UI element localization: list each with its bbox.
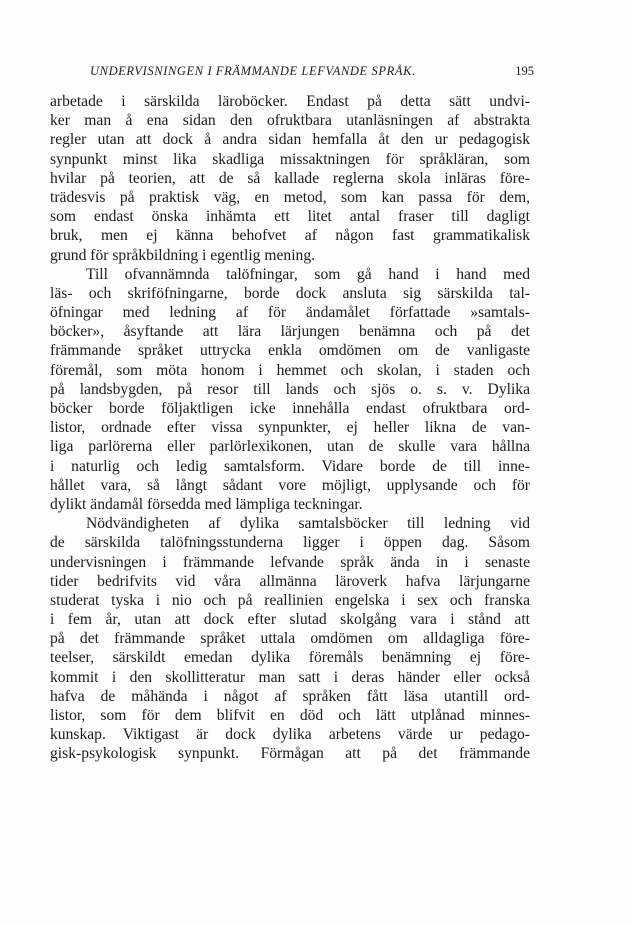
text-line: kunskap. Viktigast är dock dylika arbetens värde ur pedago- [50, 726, 530, 744]
text-line: bruk, men ej känna behofvet af någon fast grammatikalisk [50, 227, 530, 245]
text-line: hållet vara, så långt sådant vore möjligt, upplysande och för [50, 476, 530, 494]
text-line: på det främmande språket uttala omdömen om alldagliga före- [50, 630, 530, 648]
text-line: böcker borde följaktligen icke innehålla endast ofruktbara ord- [50, 400, 530, 417]
text-line: Till ofvannämnda talöfningar, som gå hand i hand med [86, 265, 530, 283]
text-line: listor, som för dem blifvit en död och lätt utplånad minnes- [50, 707, 530, 724]
page-number: 195 [515, 64, 534, 78]
text-line: öfningar med ledning af för ändamålet författade »samtals- [50, 304, 530, 322]
text-line: hafva de måhända i något af språken fått läsa utantill ord- [50, 687, 530, 705]
text-line: regler utan att dock å andra sidan hemfalla åt den ur pedagogisk [50, 131, 530, 149]
text-line: Nödvändigheten af dylika samtalsböcker till ledning vid [86, 515, 530, 533]
text-line: undervisningen i främmande lefvande språk ända in i senaste [50, 553, 530, 571]
text-line: liga parlörerna eller parlörlexikonen, utan de skulle vara hållna [50, 438, 530, 456]
text-line: ker man å ena sidan den ofruktbara utanläsningen af abstrakta [50, 112, 530, 130]
text-line: läs- och skriföfningarne, borde dock ansluta sig särskilda tal- [50, 284, 530, 302]
text-line: trädesvis på praktisk väg, en metod, som kan passa för dem, [50, 188, 530, 206]
text-line: arbetade i särskilda läroböcker. Endast på detta sätt undvi- [50, 93, 530, 110]
text-line: teelser, särskildt emedan dylika föremåls benämning ej före- [50, 649, 530, 667]
body-text [50, 92, 530, 764]
text-line: främmande språket uttrycka enkla omdömen om de vanligaste [50, 342, 530, 360]
text-line: de särskilda talöfningsstunderna ligger i öppen dag. Såsom [50, 534, 530, 552]
text-line: tider bedrifvits vid våra allmänna läroverk hafva lärjungarne [50, 572, 530, 590]
text-line: listor, ordnade efter vissa synpunkter, ej heller likna de van- [50, 419, 530, 437]
text-line: som endast önska inhämta ett litet antal fraser till dagligt [50, 208, 530, 226]
text-line: dylikt ändamål försedda med lämpliga teckningar. [50, 495, 363, 513]
text-line: synpunkt minst lika skadliga missaktningen för språkläran, som [50, 150, 530, 168]
text-line: hvilar på teorien, att de så kallade reglerna skola inläras före- [50, 169, 530, 187]
running-header [50, 64, 534, 84]
running-title: UNDERVISNINGEN I FRÄMMANDE LEFVANDE SPRÅK. [90, 64, 416, 78]
text-line: böcker», åsyftande att lära lärjungen benämna och på det [50, 323, 530, 341]
text-line: föremål, som möta honom i hemmet och skolan, i staden och [50, 361, 530, 379]
text-line: studerat tyska i nio och på reallinien engelska i sex och franska [50, 591, 530, 609]
text-line: i fem år, utan att dock efter slutad skolgång vara i stånd att [50, 611, 530, 629]
text-line: grund för språkbildning i egentlig mening. [50, 246, 316, 264]
text-line: på landsbygden, på resor till lands och sjös o. s. v. Dylika [50, 380, 530, 398]
text-line: kommit i den skollitteratur man satt i deras händer eller också [50, 668, 530, 686]
text-line: gisk-psykologisk synpunkt. Förmågan att på det främmande [50, 745, 530, 763]
text-line: i naturlig och ledig samtalsform. Vidare borde de till inne- [50, 457, 530, 475]
